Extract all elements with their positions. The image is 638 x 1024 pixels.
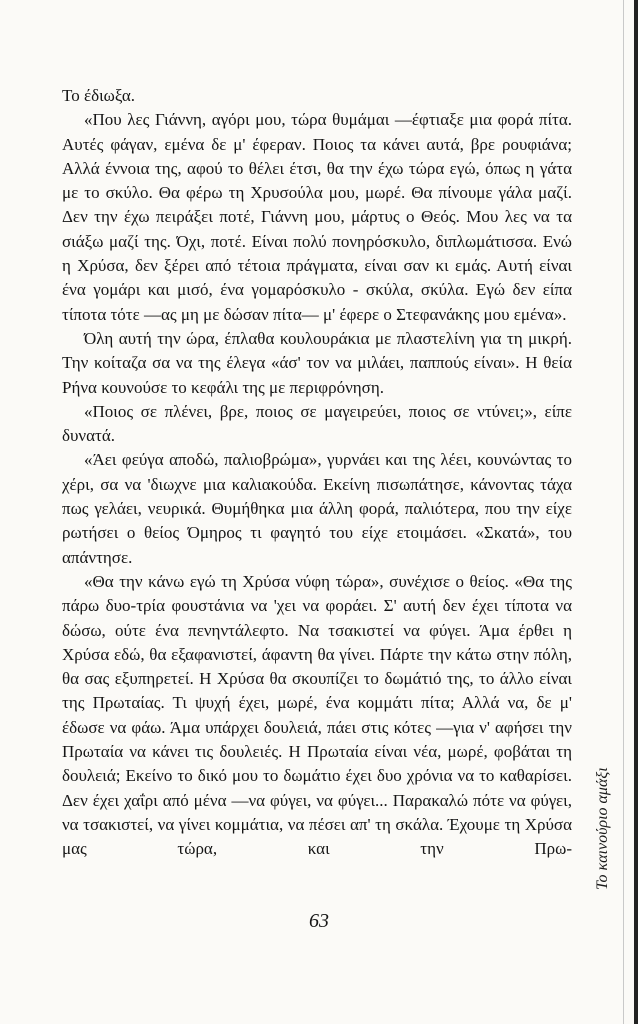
- paragraph: «Που λες Γιάννη, αγόρι μου, τώρα θυμάμαι —έφτιαξε μια φορά πίτα. Αυτές φάγαν, εμένα δε μ' έφεραν. Ποιος τα κάνει αυτά, βρε ρουφιάνα; Αλλά έννοια της, αφού το θέλει έτσι, θα την έχω τώρα εγώ, όπως η γάτα με το σκύλο. Θα φέρω τη Χρυσούλα μου, μωρέ. Θα πίνουμε γάλα μαζί. Δεν την έχω πειράξει ποτέ, Γιάννη μου, μάρτυς ο Θεός. Μου λες να τα σιάξω μαζί της. Όχι, ποτέ. Είναι πολύ πονηρόσκυλο, διπλωμάτισσα. Ενώ η Χρύσα, δεν ξέρει από τέτοια πράγματα, είναι σαν κι εμάς. Αυτή είναι ένα γομάρι και μισό, ένα γομαρόσκυλο - σκύλα, σκύλα. Εγώ δεν είπα τίποτα τότε —ας μη με δώσαν πίτα— μ' έφερε ο Στεφανάκης μου εμένα».: [62, 110, 572, 324]
- page-edge-line: [623, 0, 624, 1024]
- paragraph: «Θα την κάνω εγώ τη Χρύσα νύφη τώρα», συνέχισε ο θείος. «Θα της πάρω δυο-τρία φουστάνια να 'χει να φοράει. Σ' αυτή δεν έχει τίποτα να δώσω, ούτε ένα πενηντάλεφτο. Να τσακιστεί να φύγει. Άμα έρθει η Χρύσα εδώ, θα εξαφανιστεί, άφαντη θα γίνει. Πάρτε την κάτω στην πόλη, θα σας εξυπηρετεί. Η Χρύσα θα σκουπίζει το δωμάτιό της, το άλλο είναι της Πρωταίας. Τι ψυχή έχει, μωρέ, ένα κομμάτι πίτα; Αλλά να, δε μ' έδωσε να φάω. Άμα υπάρχει δουλειά, πάει στις κότες —για ν' αφήσει την Πρωταία να κάνει τις δουλειές. Η Πρωταία είναι νέα, μωρέ, φοβάται τη δουλειά; Εκείνο το δικό μου το δωμάτιο έχει δυο χρόνια να το καθαρίσει. Δεν έχει χαΐρι από μένα —να φύγει, να φύγει... Παρακαλώ πότε να φύγει, να τσακιστεί, να γίνει κομμάτια, να πέσει απ' τη σκάλα. Έχουμε τη Χρύσα μας τώρα, και την Πρω-: [62, 571, 572, 859]
- paragraph: «Ποιος σε πλένει, βρε, ποιος σε μαγειρεύει, ποιος σε ντύνει;», είπε δυνατά.: [62, 401, 572, 446]
- paragraph: Το έδιωξα.: [62, 86, 135, 105]
- page-number: 63: [309, 910, 329, 932]
- page-edge-shadow: [634, 0, 638, 1024]
- paragraph: «Άει φεύγα αποδώ, παλιοβρώμα», γυρνάει και της λέει, κουνώντας το χέρι, σα να 'διωχνε μια καλιακούδα. Εκείνη πισωπάτησε, κάνοντας τάχα πως γελάει, νευρικά. Θυμήθηκα μια άλλη φορά, παλιότερα, που την είχε ρωτήσει ο θείος Όμηρος τι φαγητό του είχε ετοιμάσει. «Σκατά», του απάντησε.: [62, 450, 572, 567]
- running-title: Το καινούριο αμάξι: [594, 767, 611, 890]
- body-text: [62, 84, 572, 862]
- paragraph: Όλη αυτή την ώρα, έπλαθα κουλουράκια με πλαστελίνη για τη μικρή. Την κοίταζα σα να της έλεγα «άσ' τον να μιλάει, παππούς είναι». Η θεία Ρήνα κουνούσε το κεφάλι της με περιφρόνηση.: [62, 328, 572, 397]
